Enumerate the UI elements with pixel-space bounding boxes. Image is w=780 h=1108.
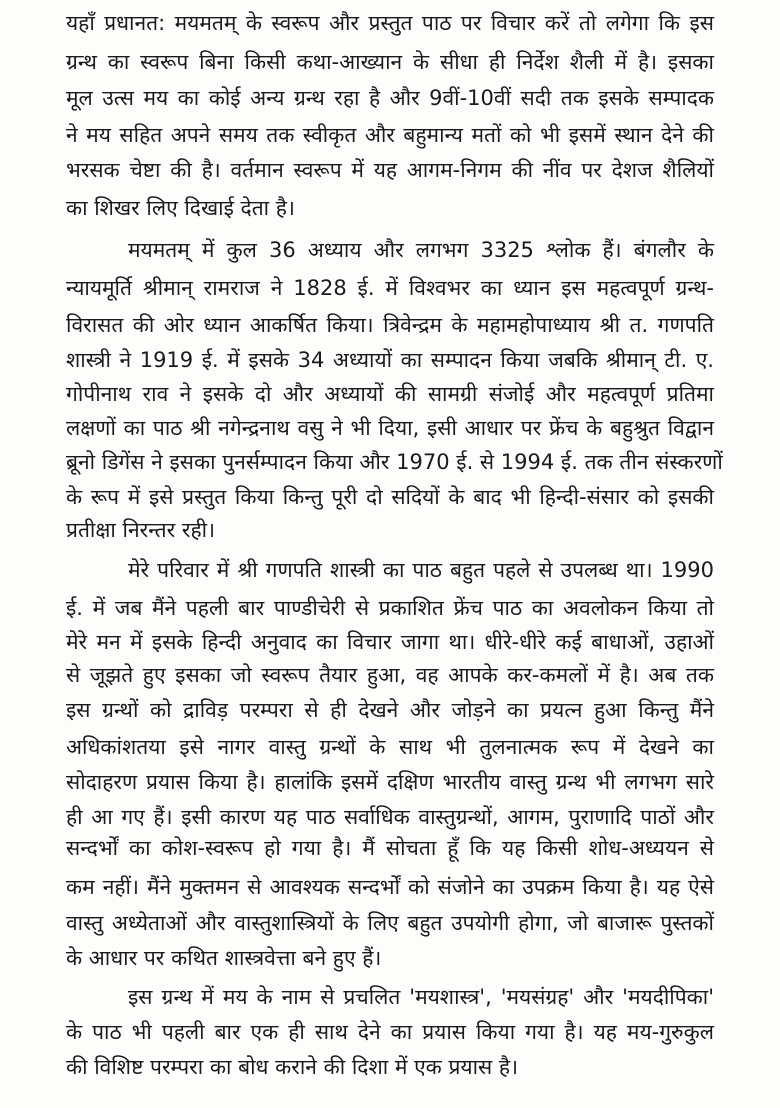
text-line: मयमतम् में कुल 36 अध्याय और लगभग 3325 श्लोक हैं। बंगलौर के xyxy=(128,238,714,262)
text-line: ब्रूनो डिगेंस ने इसका पुनर्सम्पादन किया और 1970 ई. से 1994 ई. तक तीन संस्करणों xyxy=(66,450,723,474)
text-line: सन्दर्भों का कोश-स्वरूप हो गया है। मैं सोचता हूँ कि यह किसी शोध-अध्ययन से xyxy=(66,836,714,860)
text-line: लक्षणों का पाठ श्री नगेन्द्रनाथ वसु ने भी दिया, इसी आधार पर फ्रेंच के बहुश्रुत विद्वान xyxy=(66,416,714,440)
text-line: के रूप में इसे प्रस्तुत किया किन्तु पूरी दो सदियों के बाद भी हिन्दी-संसार को इसकी xyxy=(66,485,714,509)
text-line: ने मय सहित अपने समय तक स्वीकृत और बहुमान्य मतों को भी इसमें स्थान देने की xyxy=(66,123,714,147)
text-line: विरासत की ओर ध्यान आकर्षित किया। त्रिवेन्द्रम के महामहोपाध्याय श्री त. गणपति xyxy=(66,313,714,337)
text-line: वास्तु अध्येताओं और वास्तुशास्त्रियों के लिए बहुत उपयोगी होगा, जो बाजारू पुस्तकों xyxy=(66,911,714,935)
text-line: प्रतीक्षा निरन्तर रही। xyxy=(66,518,216,542)
text-line: यहाँ प्रधानत: मयमतम् के स्वरूप और प्रस्तुत पाठ पर विचार करें तो लगेगा कि इस xyxy=(66,11,714,35)
text-line: गोपीनाथ राव ने इसके दो और अध्यायों की सामग्री संजोई और महत्वपूर्ण प्रतिमा xyxy=(66,382,714,406)
text-line: न्यायमूर्ति श्रीमान् रामराज ने 1828 ई. में विश्वभर का ध्यान इस महत्वपूर्ण ग्रन्थ- xyxy=(66,276,714,300)
text-line: ही आ गए हैं। इसी कारण यह पाठ सर्वाधिक वास्तुग्रन्थों, आगम, पुराणादि पाठों और xyxy=(66,805,714,829)
text-line: ई. में जब मैंने पहली बार पाण्डीचेरी से प्रकाशित फ्रेंच पाठ का अवलोकन किया तो xyxy=(66,596,714,620)
text-line: मेरे परिवार में श्री गणपति शास्त्री का पाठ बहुत पहले से उपलब्ध था। 1990 xyxy=(128,558,714,582)
text-line: से जूझते हुए इसका जो स्वरूप तैयार हुआ, वह आपके कर-कमलों में है। अब तक xyxy=(66,663,714,687)
text-line: अधिकांशतया इसे नागर वास्तु ग्रन्थों के साथ भी तुलनात्मक रूप में देखने का xyxy=(66,735,714,759)
text-line: मूल उत्स मय का कोई अन्य ग्रन्थ रहा है और 9वीं-10वीं सदी तक इसके सम्पादक xyxy=(66,86,714,110)
text-line: ग्रन्थ का स्वरूप बिना किसी कथा-आख्यान के सीधा ही निर्देश शैली में है। इसका xyxy=(66,50,714,74)
text-line: मेरे मन में इसके हिन्दी अनुवाद का विचार जागा था। धीरे-धीरे कई बाधाओं, उहाओं xyxy=(66,630,714,654)
text-line: कम नहीं। मैंने मुक्तमन से आवश्यक सन्दर्भों को संजोने का उपक्रम किया है। यह ऐसे xyxy=(66,875,714,899)
text-line: इस ग्रन्थों को द्राविड़ परम्परा से ही देखने और जोड़ने का प्रयत्न हुआ किन्तु मैंने xyxy=(66,698,714,722)
text-line: का शिखर लिए दिखाई देता है। xyxy=(66,196,295,220)
text-line: के आधार पर कथित शास्त्रवेत्ता बने हुए हैं। xyxy=(66,946,382,970)
text-line: के पाठ भी पहली बार एक ही साथ देने का प्रयास किया गया है। यह मय-गुरुकुल xyxy=(66,1020,714,1044)
text-line: इस ग्रन्थ में मय के नाम से प्रचलित 'मयशास्त्र', 'मयसंग्रह' और 'मयदीपिका' xyxy=(128,985,714,1009)
text-line: सोदाहरण प्रयास किया है। हालांकि इसमें दक्षिण भारतीय वास्तु ग्रन्थ भी लगभग सारे xyxy=(66,770,714,794)
text-line: भरसक चेष्टा की है। वर्तमान स्वरूप में यह आगम-निगम की नींव पर देशज शैलियों xyxy=(66,158,714,182)
text-line: शास्त्री ने 1919 ई. में इसके 34 अध्यायों का सम्पादन किया जबकि श्रीमान् टी. ए. xyxy=(66,348,714,372)
text-line: की विशिष्ट परम्परा का बोध कराने की दिशा में एक प्रयास है। xyxy=(66,1055,519,1079)
